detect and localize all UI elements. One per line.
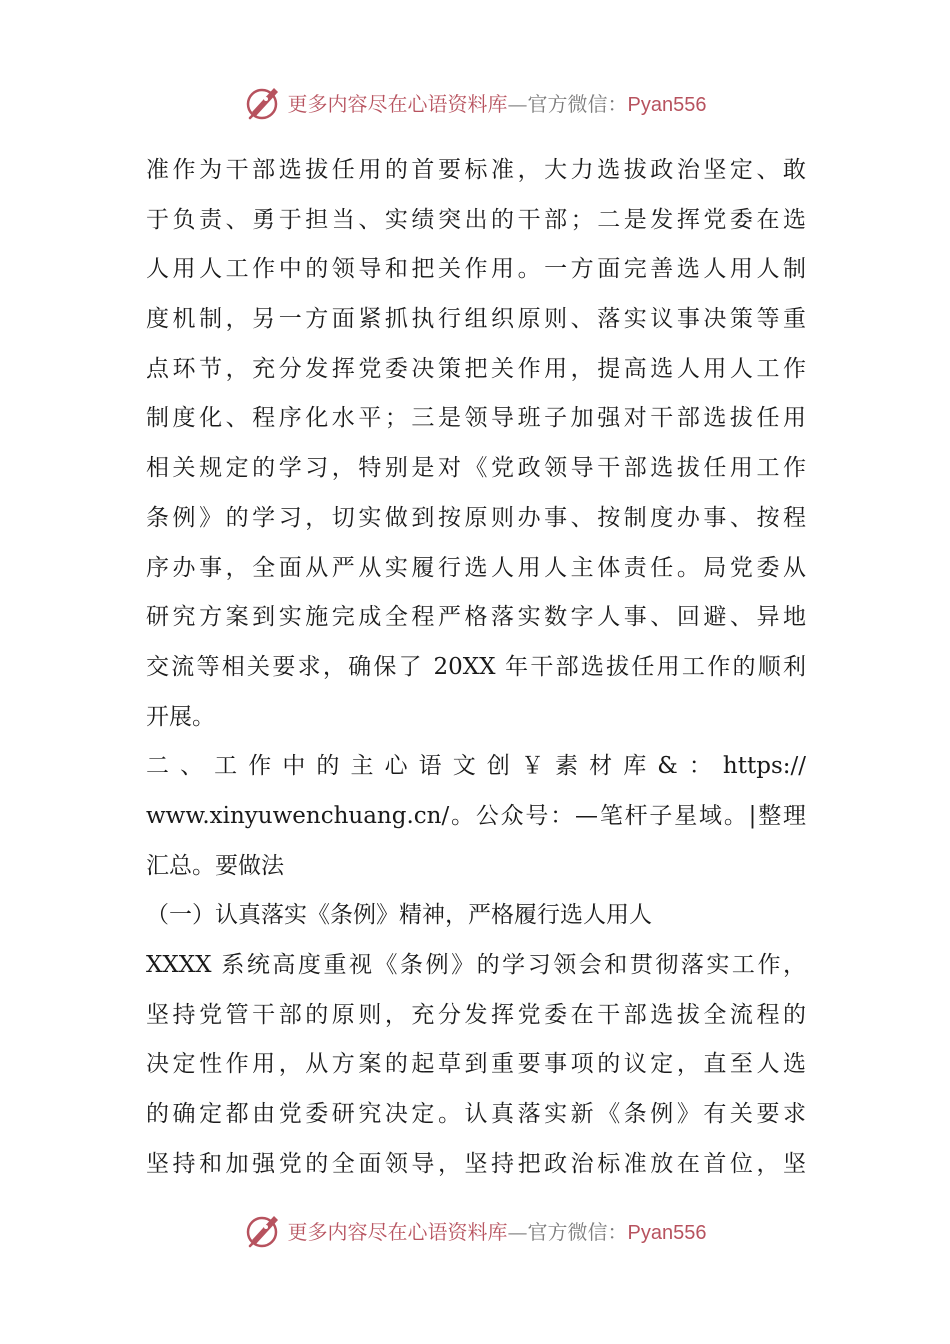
body-line: 开展。 xyxy=(146,703,215,730)
body-line: 相关规定的学习，特别是对《党政领导干部选拔任用工作 xyxy=(146,455,806,482)
body-line: 准作为干部选拔任用的首要标准，大力选拔政治坚定、敢 xyxy=(146,157,806,183)
body-line: 度机制，另一方面紧抓执行组织原则、落实议事决策等重 xyxy=(146,306,806,333)
banner-text xyxy=(288,1216,707,1245)
banner-dash: — xyxy=(507,1219,528,1244)
body-line: 于负责、勇于担当、实绩突出的干部；二是发挥党委在选 xyxy=(146,206,806,233)
body-line: 汇总。要做法 xyxy=(146,852,284,879)
banner-main-text: 更多内容尽在心语资料库 xyxy=(287,1219,508,1244)
body-line: 条例》的学习，切实做到按原则办事、按制度办事、按程 xyxy=(146,504,806,531)
body-line: 人用人工作中的领导和把关作用。一方面完善选人用人制 xyxy=(146,256,806,283)
footer-banner xyxy=(0,1208,950,1252)
banner-sub-text: 官方微信： xyxy=(527,1219,628,1244)
body-line: 制度化、程序化水平；三是领导班子加强对干部选拔任用 xyxy=(146,405,806,432)
document-body xyxy=(146,146,806,1189)
body-line: 的确定都由党委研究决定。认真落实新《条例》有关要求 xyxy=(146,1101,806,1128)
pen-nib-logo-icon xyxy=(244,82,284,122)
section-heading-line: 二、工作中的主心语文创￥素材库&：https:// xyxy=(146,753,806,780)
body-line: 序办事，全面从严从实履行选人用人主体责任。局党委从 xyxy=(146,554,806,581)
banner-wechat-id: Pyan556 xyxy=(627,1221,707,1244)
banner-text xyxy=(288,88,707,117)
body-line: 研究方案到实施完成全程严格落实数字人事、回避、异地 xyxy=(146,604,806,631)
banner-wechat-id: Pyan556 xyxy=(627,93,707,116)
body-line: 决定性作用，从方案的起草到重要事项的议定，直至人选 xyxy=(146,1051,806,1078)
banner-dash: — xyxy=(507,91,528,116)
body-line: www.xinyuwenchuang.cn/。公众号：—笔杆子星域。|整理 xyxy=(146,802,806,829)
banner-sub-text: 官方微信： xyxy=(527,91,628,116)
body-line: XXXX 系统高度重视《条例》的学习领会和贯彻落实工作， xyxy=(146,952,806,978)
body-line: 坚持党管干部的原则，充分发挥党委在干部选拔全流程的 xyxy=(146,1001,806,1028)
body-line: 交流等相关要求，确保了 20XX 年干部选拔任用工作的顺利 xyxy=(146,653,806,680)
body-line: 坚持和加强党的全面领导，坚持把政治标准放在首位，坚 xyxy=(146,1150,806,1177)
body-line: 点环节，充分发挥党委决策把关作用，提高选人用人工作 xyxy=(146,355,806,382)
header-banner xyxy=(0,80,950,124)
pen-nib-logo-icon xyxy=(244,1210,284,1250)
banner-main-text: 更多内容尽在心语资料库 xyxy=(287,91,508,116)
subsection-heading: （一）认真落实《条例》精神，严格履行选人用人 xyxy=(146,902,652,929)
